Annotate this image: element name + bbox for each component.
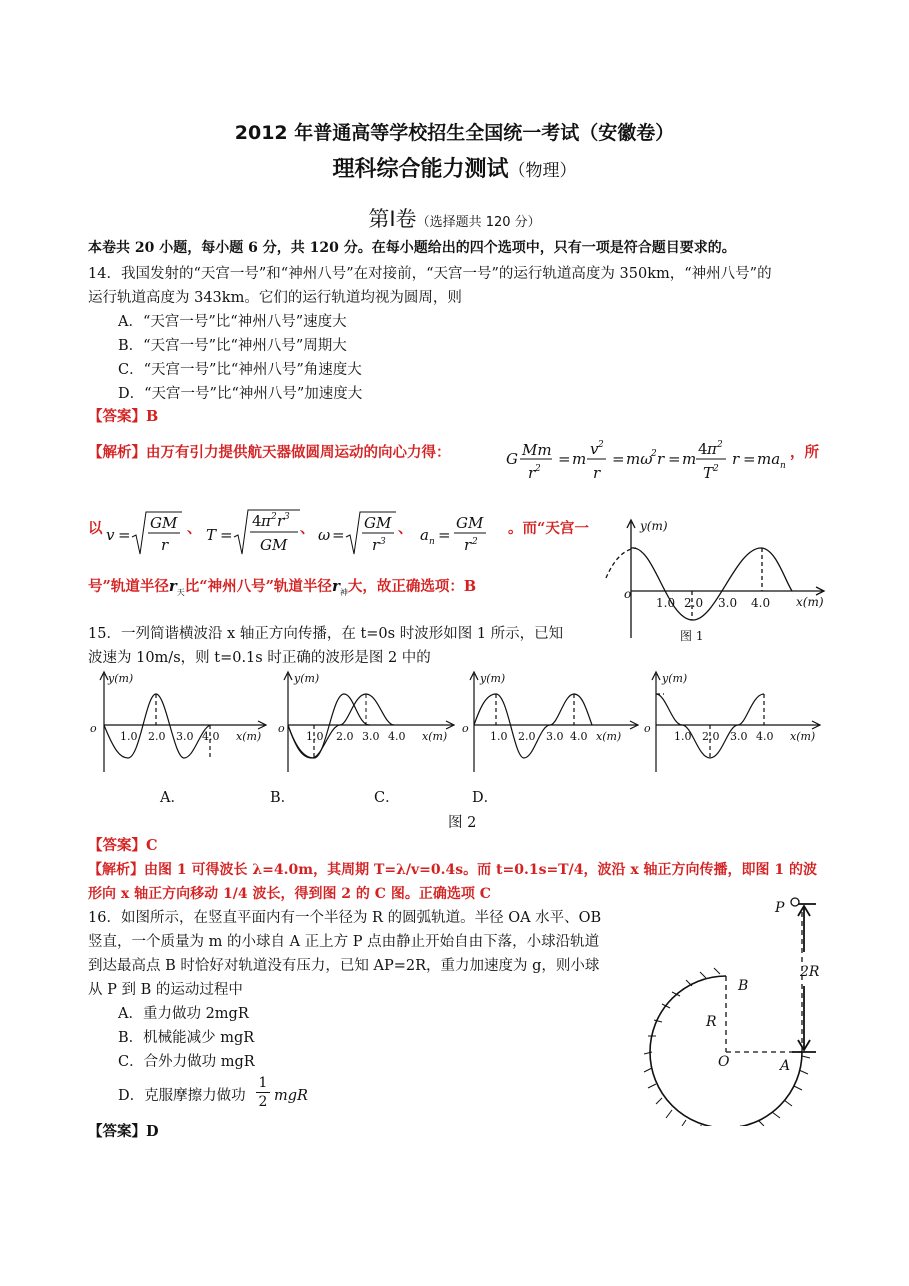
svg-text:r: r xyxy=(161,536,169,554)
exam-title: 2012 年普通高等学校招生全国统一考试（安徽卷） xyxy=(234,122,675,144)
svg-text:r: r xyxy=(732,450,740,468)
fig1-xlabel: x(m) xyxy=(796,595,824,609)
fig2a-tick-3: 3.0 xyxy=(176,730,194,743)
q14-option-d: D．“天宫一号”比“神州八号”加速度大 xyxy=(118,386,363,402)
part-title xyxy=(0,203,909,233)
q14-sep-2: 、 xyxy=(300,520,315,537)
fig1-ylabel: y(m) xyxy=(640,519,668,533)
q16-option-c: C．合外力做功 mgR xyxy=(118,1054,255,1070)
fig1-origin: o xyxy=(624,587,632,601)
q14-analysis-line3: 号”轨道半径$r_天$比“神州八号”轨道半径$r_神$大，故正确选项：B xyxy=(88,577,477,597)
label-O: O xyxy=(718,1054,730,1070)
q14-option-a: A．“天宫一号”比“神州八号”速度大 xyxy=(118,314,347,330)
svg-text:mω: mω xyxy=(626,450,653,468)
q14-answer: 【答案】B xyxy=(88,408,159,425)
figure-2-panel-d xyxy=(640,668,825,778)
part-main: 第Ⅰ卷 xyxy=(368,207,417,231)
fig2c-xlabel: x(m) xyxy=(596,730,622,743)
fig2c-tick-3: 3.0 xyxy=(546,730,564,743)
svg-text:2: 2 xyxy=(713,464,719,474)
fig2b-tick-1: 1.0 xyxy=(306,730,324,743)
fig2b-tick-3: 3.0 xyxy=(362,730,380,743)
fig2a-tick-1: 1.0 xyxy=(120,730,138,743)
q14-sub-tian: 天 xyxy=(176,587,185,597)
fig2d-tick-4: 4.0 xyxy=(756,730,774,743)
q14-stem-line1: 14．我国发射的“天宫一号”和“神州八号”在对接前，“天宫一号”的运行轨道高度为 350km，“神州八号”的 xyxy=(88,266,772,282)
fig2b-origin: o xyxy=(278,722,285,735)
q16-stem-line4: 从 P 到 B 的运动过程中 xyxy=(88,982,243,998)
part-paren: （选择题共 120 分） xyxy=(416,215,541,230)
q14-analysis-part-b: 比“神州八号”轨道半径 xyxy=(184,578,332,595)
svg-text:r: r xyxy=(657,450,665,468)
q14-sep-3: 、 xyxy=(398,520,413,537)
q16-option-d-fraction xyxy=(256,1074,270,1111)
fig2d-tick-1: 1.0 xyxy=(674,730,692,743)
fig1-tick-1: 1.0 xyxy=(656,596,676,610)
fig2c-tick-4: 4.0 xyxy=(570,730,588,743)
fig2b-ylabel: y(m) xyxy=(294,672,320,685)
svg-text:v: v xyxy=(106,526,115,544)
q16-stem-line2: 竖直，一个质量为 m 的小球自 A 正上方 P 点由静止开始自由下落，小球沿轨道 xyxy=(88,934,600,950)
svg-text:m: m xyxy=(682,450,697,468)
label-R: R xyxy=(706,1014,717,1030)
svg-text:=: = xyxy=(668,450,681,468)
fig2b-xlabel: x(m) xyxy=(422,730,448,743)
svg-text:n: n xyxy=(429,537,435,547)
subject-main: 理科综合能力测试 xyxy=(332,157,509,182)
q14-option-b: B．“天宫一号”比“神州八号”周期大 xyxy=(118,338,347,354)
svg-text:v: v xyxy=(590,440,599,458)
svg-text:ω: ω xyxy=(318,526,331,544)
fig2a-xlabel: x(m) xyxy=(236,730,262,743)
q16-option-d-tail: mgR xyxy=(274,1088,308,1104)
fraction-numerator: 1 xyxy=(256,1074,270,1093)
svg-text:Mm: Mm xyxy=(522,441,552,459)
svg-text:=: = xyxy=(332,526,345,544)
fig2b-tick-2: 2.0 xyxy=(336,730,354,743)
subject-paren: （物理） xyxy=(508,161,577,181)
q14-analysis-line1: 【解析】由万有引力提供航天器做圆周运动的向心力得： xyxy=(88,444,451,461)
svg-text:4: 4 xyxy=(698,440,708,458)
figure-1 xyxy=(596,516,836,656)
fig2c-tick-1: 1.0 xyxy=(490,730,508,743)
svg-text:=: = xyxy=(558,450,571,468)
figure-2-panel-c xyxy=(458,668,643,778)
svg-text:2: 2 xyxy=(717,440,723,450)
svg-text:π: π xyxy=(261,512,271,530)
fig2-label-a: A． xyxy=(160,790,185,806)
svg-text:4: 4 xyxy=(252,512,262,530)
fig2-label-b: B． xyxy=(270,790,296,806)
fig2c-tick-2: 2.0 xyxy=(518,730,536,743)
q14-option-c: C．“天宫一号”比“神州八号”角速度大 xyxy=(118,362,362,378)
fraction-denominator: 2 xyxy=(258,1094,268,1110)
svg-text:=: = xyxy=(743,450,756,468)
fig2b-tick-4: 4.0 xyxy=(388,730,406,743)
fig2a-tick-2: 2.0 xyxy=(148,730,166,743)
fig1-tick-4: 4.0 xyxy=(751,596,771,610)
svg-text:m: m xyxy=(572,450,587,468)
svg-text:T: T xyxy=(206,526,217,544)
q15-analysis-line2: 形向 x 轴正方向移动 1/4 波长，得到图 2 的 C 图。正确选项 C xyxy=(88,886,491,902)
fig2-label-d: D． xyxy=(472,790,499,806)
svg-text:r: r xyxy=(593,464,601,482)
fig2d-xlabel: x(m) xyxy=(790,730,816,743)
label-P: P xyxy=(775,900,785,916)
svg-text:ma: ma xyxy=(757,450,781,468)
q14-sub-shen: 神 xyxy=(339,587,348,597)
q14-analysis-yi: 以 xyxy=(88,520,103,537)
fig2a-tick-4: 4.0 xyxy=(202,730,220,743)
svg-text:r: r xyxy=(277,512,285,530)
svg-text:2: 2 xyxy=(271,512,277,522)
svg-text:=: = xyxy=(612,450,625,468)
q14-analysis-part-c: 大，故正确选项：B xyxy=(347,578,477,595)
q15-stem-line2: 波速为 10m/s，则 t=0.1s 时正确的波形是图 2 中的 xyxy=(88,650,431,666)
q16-answer: 【答案】D xyxy=(88,1123,159,1140)
svg-text:GM: GM xyxy=(456,514,484,532)
fig2-label-c: C． xyxy=(374,790,400,806)
svg-text:2: 2 xyxy=(535,464,541,474)
label-2R: 2R xyxy=(800,964,820,980)
svg-text:3: 3 xyxy=(284,512,290,522)
svg-text:=: = xyxy=(118,526,131,544)
fig2d-origin: o xyxy=(644,722,651,735)
q14-analysis-suo: ，所 xyxy=(790,444,819,461)
q16-stem-line3: 到达最高点 B 时恰好对轨道没有压力，已知 AP=2R，重力加速度为 g，则小球 xyxy=(88,958,600,974)
fig1-tick-2: 2.0 xyxy=(684,596,704,610)
svg-text:T: T xyxy=(703,464,714,482)
figure-q16-track xyxy=(640,890,840,1126)
q16-option-b: B．机械能减少 mgR xyxy=(118,1030,255,1046)
fig2c-ylabel: y(m) xyxy=(480,672,506,685)
q14-formula-gravity xyxy=(500,432,805,488)
q14-analysis-part-a: 号”轨道半径 xyxy=(88,578,169,595)
svg-text:2: 2 xyxy=(651,449,657,459)
fig1-tick-3: 3.0 xyxy=(718,596,738,610)
q16-option-d: D．克服摩擦力做功 xyxy=(118,1088,246,1104)
svg-text:r: r xyxy=(528,464,536,482)
q16-option-a: A．重力做功 2mgR xyxy=(118,1006,249,1022)
svg-text:=: = xyxy=(438,526,451,544)
svg-text:2: 2 xyxy=(598,440,604,450)
svg-text:GM: GM xyxy=(364,514,392,532)
figure-2-panel-a xyxy=(86,668,271,778)
fig2d-tick-3: 3.0 xyxy=(730,730,748,743)
svg-text:a: a xyxy=(420,526,429,544)
svg-text:GM: GM xyxy=(260,536,288,554)
q14-analysis-tail1: 。而“天宫一 xyxy=(508,520,589,537)
svg-text:GM: GM xyxy=(150,514,178,532)
svg-text:G: G xyxy=(506,450,518,468)
instructions: 本卷共 20 小题，每小题 6 分，共 120 分。在每小题给出的四个选项中，只有一项是符合题目要求的。 xyxy=(88,240,736,256)
fig1-caption: 图 1 xyxy=(680,629,704,643)
svg-text:n: n xyxy=(780,461,786,471)
label-B: B xyxy=(738,978,749,994)
subject-title xyxy=(0,152,909,183)
figure-2-panel-b-wave xyxy=(274,668,459,778)
q15-answer: 【答案】C xyxy=(88,837,158,854)
fig2a-origin: o xyxy=(90,722,97,735)
fig2d-ylabel: y(m) xyxy=(662,672,688,685)
svg-text:r: r xyxy=(372,536,380,554)
fig2c-origin: o xyxy=(462,722,469,735)
q14-sep-1: 、 xyxy=(187,520,202,537)
svg-text:=: = xyxy=(220,526,233,544)
svg-text:r: r xyxy=(464,536,472,554)
svg-text:2: 2 xyxy=(472,537,478,547)
fig2-caption: 图 2 xyxy=(448,815,477,831)
svg-text:3: 3 xyxy=(380,537,386,547)
q16-stem-line1: 16．如图所示，在竖直平面内有一个半径为 R 的圆弧轨道。半径 OA 水平、OB xyxy=(88,910,602,926)
q15-stem-line1: 15．一列简谐横波沿 x 轴正方向传播，在 t=0s 时波形如图 1 所示，已知 xyxy=(88,626,564,642)
q15-analysis-line1: 【解析】由图 1 可得波长 λ=4.0m，其周期 T=λ/v=0.4s。而 t=0.1s=T/4，波沿 x 轴正方向传播，即图 1 的波 xyxy=(88,862,818,878)
label-A: A xyxy=(780,1058,791,1074)
fig2a-ylabel: y(m) xyxy=(108,672,134,685)
fig2d-tick-2: 2.0 xyxy=(702,730,720,743)
q14-stem-line2: 运行轨道高度为 343km。它们的运行轨道均视为圆周，则 xyxy=(88,290,462,306)
svg-text:π: π xyxy=(707,440,717,458)
